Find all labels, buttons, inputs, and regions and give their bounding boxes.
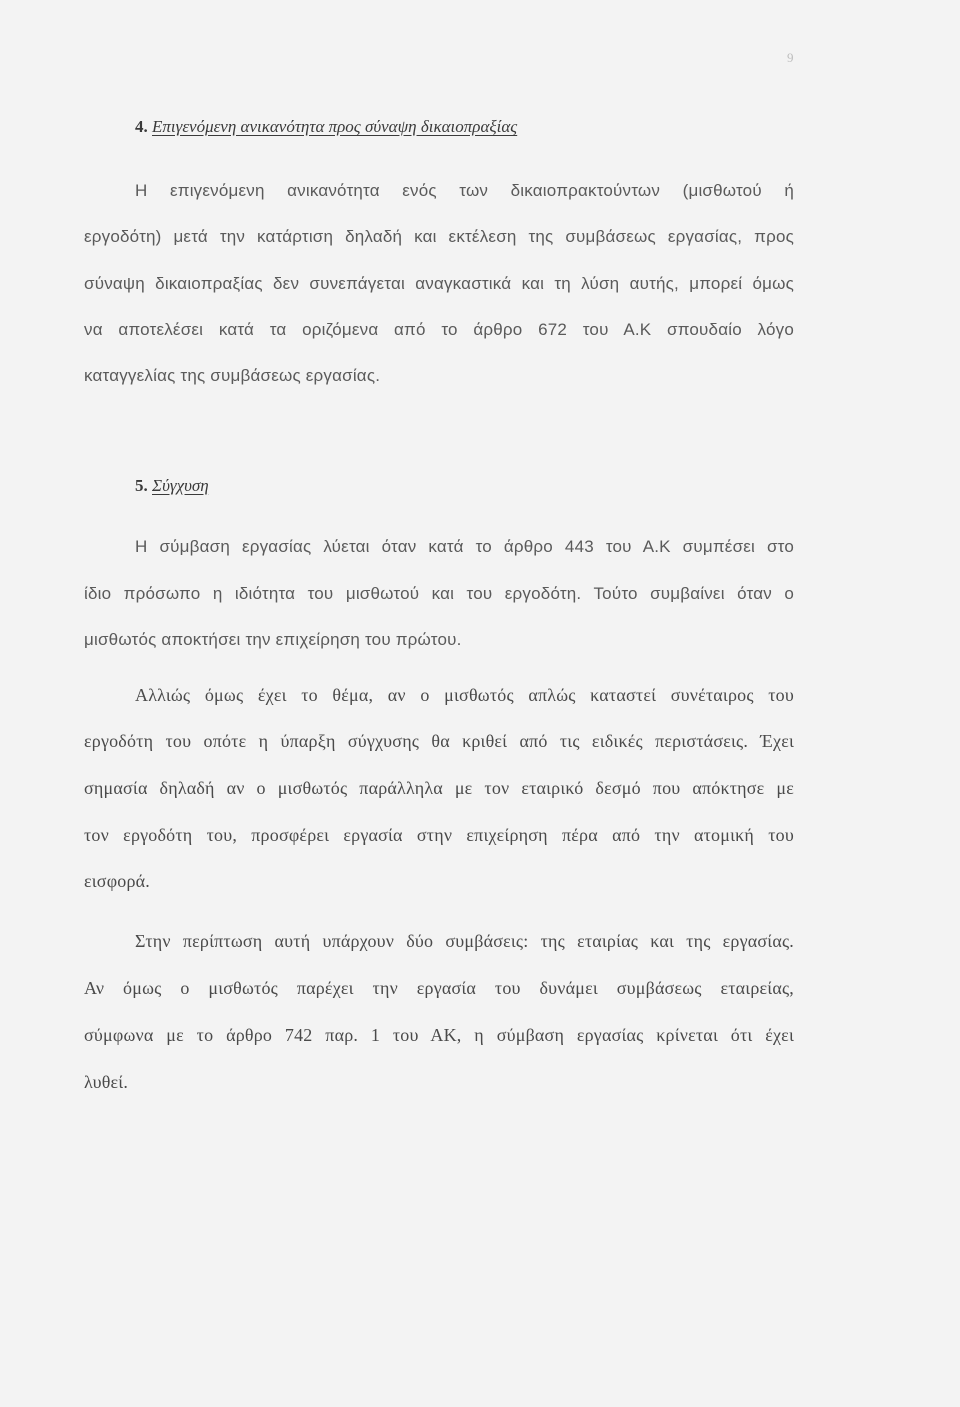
section-4-number: 4. [135, 117, 148, 136]
section-5-number: 5. [135, 476, 148, 495]
section-5-para-1-line-2: ίδιο πρόσωπο η ιδιότητα του μισθωτού και του εργοδότη. Τούτο συμβαίνει όταν ο [84, 584, 794, 603]
section-5-para-2-line-3: σημασία δηλαδή αν ο μισθωτός παράλληλα με τον εταιρικό δεσμό που απόκτησε με [84, 778, 794, 798]
section-5-para-2-line-4: τον εργοδότη του, προσφέρει εργασία στην επιχείρηση πέρα από την ατομική του [84, 825, 794, 845]
section-5-title: Σύγχυση [152, 476, 209, 495]
section-5-para-2-line-1: Αλλιώς όμως έχει το θέμα, αν ο μισθωτός απλώς καταστεί συνέταιρος του [135, 685, 794, 705]
section-5-para-3-line-1: Στην περίπτωση αυτή υπάρχουν δύο συμβάσεις: της εταιρίας και της εργασίας. [135, 931, 794, 951]
section-5-para-3-line-4: λυθεί. [84, 1072, 129, 1092]
section-5-para-2-line-2: εργοδότη του οπότε η ύπαρξη σύγχυσης θα κριθεί από τις ειδικές περιστάσεις. Έχει [84, 731, 794, 751]
section-5-para-1-line-1: Η σύμβαση εργασίας λύεται όταν κατά το άρθρο 443 του Α.Κ συμπέσει στο [135, 537, 794, 556]
section-4-line-4: να αποτελέσει κατά τα οριζόμενα από το άρθρο 672 του Α.Κ σπουδαίο λόγο [84, 320, 794, 339]
section-4-title: Επιγενόμενη ανικανότητα προς σύναψη δικαιοπραξίας [152, 117, 518, 136]
section-5-para-3-line-2: Αν όμως ο μισθωτός παρέχει την εργασία του δυνάμει συμβάσεως εταιρείας, [84, 978, 794, 998]
section-5-para-2-line-5: εισφορά. [84, 871, 151, 891]
section-4-line-3: σύναψη δικαιοπραξίας δεν συνεπάγεται αναγκαστικά και τη λύση αυτής, μπορεί όμως [84, 274, 794, 293]
section-5-heading [135, 476, 209, 496]
section-5-para-3-line-3: σύμφωνα με το άρθρο 742 παρ. 1 του ΑΚ, η σύμβαση εργασίας κρίνεται ότι έχει [84, 1025, 794, 1045]
section-4-line-2: εργοδότη) μετά την κατάρτιση δηλαδή και εκτέλεση της συμβάσεως εργασίας, προς [84, 227, 794, 246]
section-4-heading [135, 117, 517, 137]
section-4-line-1: Η επιγενόμενη ανικανότητα ενός των δικαιοπρακτούντων (μισθωτού ή [135, 181, 794, 200]
section-4-line-5: καταγγελίας της συμβάσεως εργασίας. [84, 366, 381, 385]
page-number: 9 [787, 50, 794, 65]
section-5-para-1-line-3: μισθωτός αποκτήσει την επιχείρηση του πρώτου. [84, 630, 462, 649]
